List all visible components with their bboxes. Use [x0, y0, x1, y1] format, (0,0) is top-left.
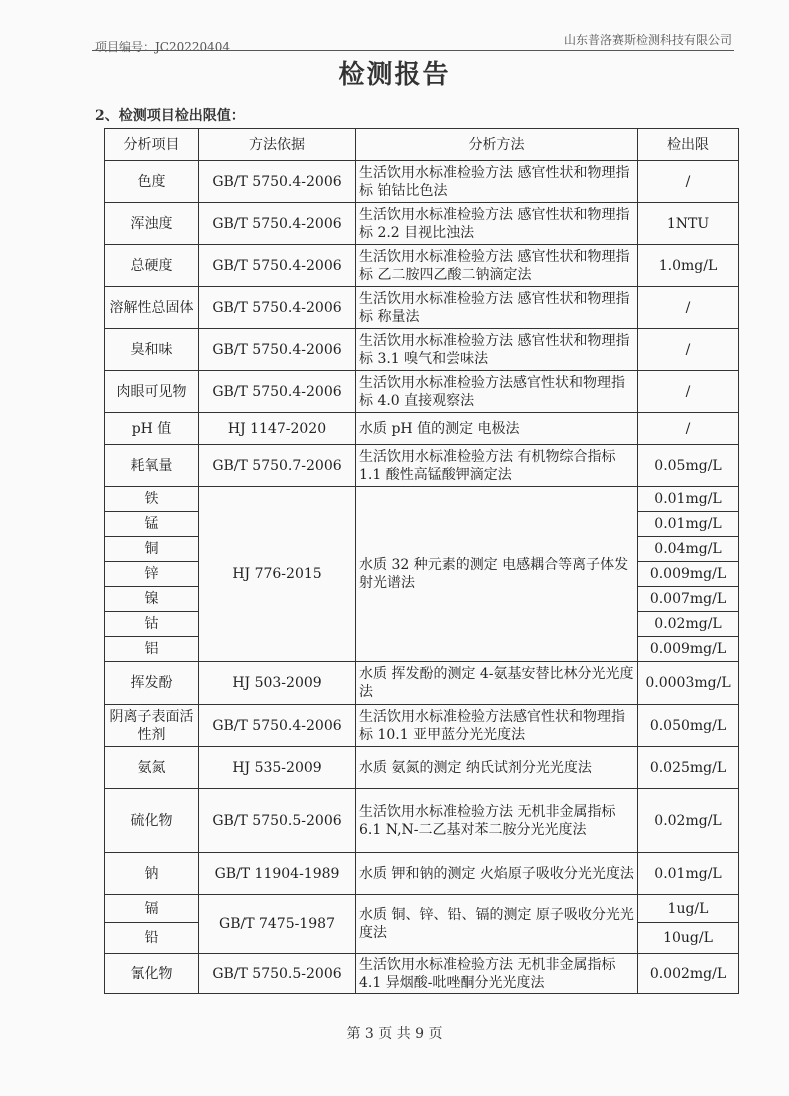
item-cell: pH 值 [105, 413, 199, 445]
item-cell: 镉 [105, 895, 199, 923]
limit-cell: 0.01mg/L [638, 853, 739, 895]
item-cell: 铜 [105, 537, 199, 562]
limit-cell: 0.01mg/L [638, 487, 739, 512]
item-cell: 氨氮 [105, 747, 199, 789]
basis-cell: GB/T 5750.4-2006 [199, 705, 356, 747]
limit-cell: 0.02mg/L [638, 612, 739, 637]
method-cell: 生活饮用水标准检验方法 感官性状和物理指标 2.2 目视比浊法 [356, 203, 638, 245]
basis-cell: GB/T 5750.4-2006 [199, 245, 356, 287]
detection-limit-table [104, 128, 739, 994]
method-cell: 生活饮用水标准检验方法 无机非金属指标 6.1 N,N-二乙基对苯二胺分光光度法 [356, 789, 638, 853]
limit-cell: 0.007mg/L [638, 587, 739, 612]
limit-cell: 10ug/L [638, 923, 739, 954]
item-cell: 铁 [105, 487, 199, 512]
item-cell: 总硬度 [105, 245, 199, 287]
limit-cell: 0.0003mg/L [638, 662, 739, 705]
item-cell: 铅 [105, 923, 199, 954]
item-cell: 肉眼可见物 [105, 371, 199, 413]
limit-cell: 1.0mg/L [638, 245, 739, 287]
section-title: 2、检测项目检出限值： [95, 108, 245, 124]
basis-cell: GB/T 11904-1989 [199, 853, 356, 895]
table-row [105, 245, 739, 287]
basis-cell: GB/T 5750.5-2006 [199, 789, 356, 853]
item-cell: 色度 [105, 161, 199, 203]
basis-cell: GB/T 5750.4-2006 [199, 329, 356, 371]
table-row [105, 287, 739, 329]
table-row [105, 747, 739, 789]
item-cell: 挥发酚 [105, 662, 199, 705]
method-cell: 生活饮用水标准检验方法感官性状和物理指标 10.1 亚甲蓝分光光度法 [356, 705, 638, 747]
limit-cell: 0.009mg/L [638, 562, 739, 587]
item-cell: 钠 [105, 853, 199, 895]
item-cell: 铝 [105, 637, 199, 662]
limit-cell: 0.009mg/L [638, 637, 739, 662]
item-cell: 钴 [105, 612, 199, 637]
limit-cell: / [638, 287, 739, 329]
limit-cell: / [638, 329, 739, 371]
method-cell: 生活饮用水标准检验方法 有机物综合指标 1.1 酸性高锰酸钾滴定法 [356, 445, 638, 487]
method-cell: 生活饮用水标准检验方法 感官性状和物理指标 铂钴比色法 [356, 161, 638, 203]
table-row [105, 329, 739, 371]
method-cell: 生活饮用水标准检验方法 感官性状和物理指标 3.1 嗅气和尝味法 [356, 329, 638, 371]
basis-cell: GB/T 5750.4-2006 [199, 203, 356, 245]
table-row [105, 954, 739, 994]
basis-cell: GB/T 5750.4-2006 [199, 287, 356, 329]
table-row [105, 705, 739, 747]
table-row [105, 662, 739, 705]
limit-cell: / [638, 413, 739, 445]
basis-cell: HJ 535-2009 [199, 747, 356, 789]
table-row [105, 161, 739, 203]
project-number: 项目编号：JC20220404 [95, 40, 231, 54]
item-cell: 耗氧量 [105, 445, 199, 487]
header-basis: 方法依据 [199, 129, 356, 161]
method-cell: 生活饮用水标准检验方法感官性状和物理指标 4.0 直接观察法 [356, 371, 638, 413]
method-cell: 水质 32 种元素的测定 电感耦合等离子体发射光谱法 [356, 487, 638, 662]
method-cell: 水质 铜、锌、铅、镉的测定 原子吸收分光光度法 [356, 895, 638, 954]
limit-cell: 0.02mg/L [638, 789, 739, 853]
method-cell: 水质 挥发酚的测定 4-氨基安替比林分光光度法 [356, 662, 638, 705]
header-item: 分析项目 [105, 129, 199, 161]
basis-cell: GB/T 7475-1987 [199, 895, 356, 954]
limit-cell: 0.05mg/L [638, 445, 739, 487]
method-cell: 水质 氨氮的测定 纳氏试剂分光光度法 [356, 747, 638, 789]
limit-cell: 0.01mg/L [638, 512, 739, 537]
table-header-row [105, 129, 739, 161]
method-cell: 水质 钾和钠的测定 火焰原子吸收分光光度法 [356, 853, 638, 895]
company-name: 山东普洛赛斯检测科技有限公司 [563, 33, 732, 47]
item-cell: 溶解性总固体 [105, 287, 199, 329]
limit-cell: 0.002mg/L [638, 954, 739, 994]
table-row [105, 895, 739, 923]
header-method: 分析方法 [356, 129, 638, 161]
page-number: 第 3 页 共 9 页 [346, 1026, 443, 1042]
item-cell: 锌 [105, 562, 199, 587]
item-cell: 硫化物 [105, 789, 199, 853]
limit-cell: 1NTU [638, 203, 739, 245]
header-divider [92, 50, 734, 51]
item-cell: 镍 [105, 587, 199, 612]
table-row [105, 445, 739, 487]
item-cell: 锰 [105, 512, 199, 537]
header-limit: 检出限 [638, 129, 739, 161]
item-cell: 氰化物 [105, 954, 199, 994]
limit-cell: 1ug/L [638, 895, 739, 923]
basis-cell: GB/T 5750.7-2006 [199, 445, 356, 487]
table-row [105, 853, 739, 895]
limit-cell: / [638, 161, 739, 203]
method-cell: 生活饮用水标准检验方法 感官性状和物理指标 乙二胺四乙酸二钠滴定法 [356, 245, 638, 287]
page-title: 检测报告 [338, 60, 451, 90]
basis-cell: HJ 1147-2020 [199, 413, 356, 445]
method-cell: 水质 pH 值的测定 电极法 [356, 413, 638, 445]
basis-cell: GB/T 5750.4-2006 [199, 371, 356, 413]
item-cell: 臭和味 [105, 329, 199, 371]
basis-cell: GB/T 5750.5-2006 [199, 954, 356, 994]
basis-cell: HJ 503-2009 [199, 662, 356, 705]
method-cell: 生活饮用水标准检验方法 感官性状和物理指标 称量法 [356, 287, 638, 329]
table-row [105, 487, 739, 512]
limit-cell: 0.050mg/L [638, 705, 739, 747]
method-cell: 生活饮用水标准检验方法 无机非金属指标 4.1 异烟酸-吡唑酮分光光度法 [356, 954, 638, 994]
basis-cell: HJ 776-2015 [199, 487, 356, 662]
table-row [105, 413, 739, 445]
item-cell: 阴离子表面活性剂 [105, 705, 199, 747]
item-cell: 浑浊度 [105, 203, 199, 245]
table-row [105, 371, 739, 413]
table-row [105, 789, 739, 853]
limit-cell: 0.04mg/L [638, 537, 739, 562]
limit-cell: 0.025mg/L [638, 747, 739, 789]
basis-cell: GB/T 5750.4-2006 [199, 161, 356, 203]
table-row [105, 203, 739, 245]
limit-cell: / [638, 371, 739, 413]
